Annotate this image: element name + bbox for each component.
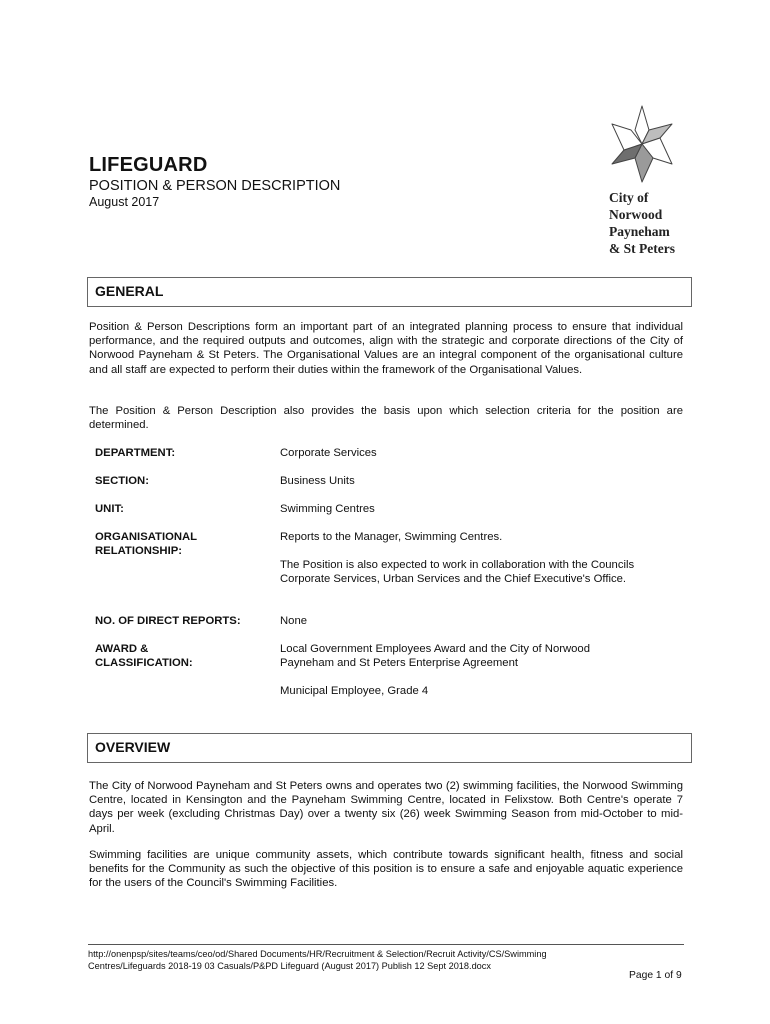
org-relationship-label-line: ORGANISATIONAL: [95, 531, 198, 543]
general-heading: GENERAL: [95, 283, 164, 299]
general-paragraph-2: The Position & Person Description also provides the basis upon which selection criteria for the position are determined.: [89, 405, 683, 432]
footer-divider: [88, 944, 684, 945]
org-relationship-label: [95, 530, 197, 558]
department-label: DEPARTMENT:: [95, 447, 176, 459]
unit-label: UNIT:: [95, 503, 124, 515]
council-name: [609, 189, 675, 257]
general-section-header: [87, 277, 692, 307]
footer-file-path: [88, 949, 688, 972]
org-relationship-label-line: RELATIONSHIP:: [95, 545, 183, 557]
overview-paragraph-1: The City of Norwood Payneham and St Peters owns and operates two (2) swimming facilities, the Norwood Swimming Centre, located in Kensington and the Payneham Swimming Centre, located in Felixstow. Both Centre's operate 7 days per week (excluding Christmas Day) over a twenty six (26) week Swimming Season from mid-October to mid- April.: [89, 780, 683, 835]
overview-paragraph-2: Swimming facilities are unique community assets, which contribute towards significant health, fitness and social benefits for the Community as such the objective of this position is to ensure a safe and enjoyable aquatic experience for the users of the Council's Swimming Facilities.: [89, 849, 683, 890]
star-logo-icon: [606, 104, 678, 184]
section-label: SECTION:: [95, 475, 149, 487]
footer-file-path-line: http://onenpsp/sites/teams/ceo/od/Shared Documents/HR/Recruitment & Selection/Recruit Activity/CS/Swimming: [88, 949, 547, 959]
council-name-line: Payneham: [609, 224, 670, 239]
award-label-line: AWARD &: [95, 643, 149, 655]
section-value: Business Units: [280, 475, 355, 487]
org-relationship-value-2: The Position is also expected to work in collaboration with the Councils Corporate Services, Urban Services and the Chief Executive's Office.: [280, 559, 635, 586]
council-name-line: Norwood: [609, 207, 663, 222]
document-title: LIFEGUARD: [89, 154, 208, 176]
department-value: Corporate Services: [280, 447, 377, 459]
document-date: August 2017: [89, 195, 160, 209]
footer-file-path-line: Centres/Lifeguards 2018-19 03 Casuals/P&PD Lifeguard (August 2017) Publish 12 Sept 2018.docx: [88, 960, 491, 971]
award-value-2: Municipal Employee, Grade 4: [280, 685, 429, 697]
direct-reports-value: None: [280, 615, 308, 627]
org-relationship-value-1: Reports to the Manager, Swimming Centres.: [280, 531, 503, 543]
direct-reports-label: NO. OF DIRECT REPORTS:: [95, 615, 241, 627]
overview-heading: OVERVIEW: [95, 739, 171, 755]
award-label-line: CLASSIFICATION:: [95, 657, 193, 669]
award-label: [95, 642, 193, 670]
award-value-1: Local Government Employees Award and the City of Norwood Payneham and St Peters Enterprise Agreement: [280, 643, 590, 670]
council-name-line: City of: [609, 190, 649, 205]
council-name-line: & St Peters: [609, 241, 675, 256]
general-paragraph-1: Position & Person Descriptions form an important part of an integrated planning process to ensure that individual performance, and the required outputs and outcomes, align with the strategic and corporate directions of the City of Norwood Payneham & St Peters. The Organisational Values are an integral component of the organisational culture and all staff are expected to perform their duties within the framework of the Organisational Values.: [89, 321, 683, 376]
overview-section-header: [87, 733, 692, 763]
unit-value: Swimming Centres: [280, 503, 375, 515]
document-subtitle: POSITION & PERSON DESCRIPTION: [89, 178, 341, 194]
page-number: Page 1 of 9: [629, 970, 682, 981]
